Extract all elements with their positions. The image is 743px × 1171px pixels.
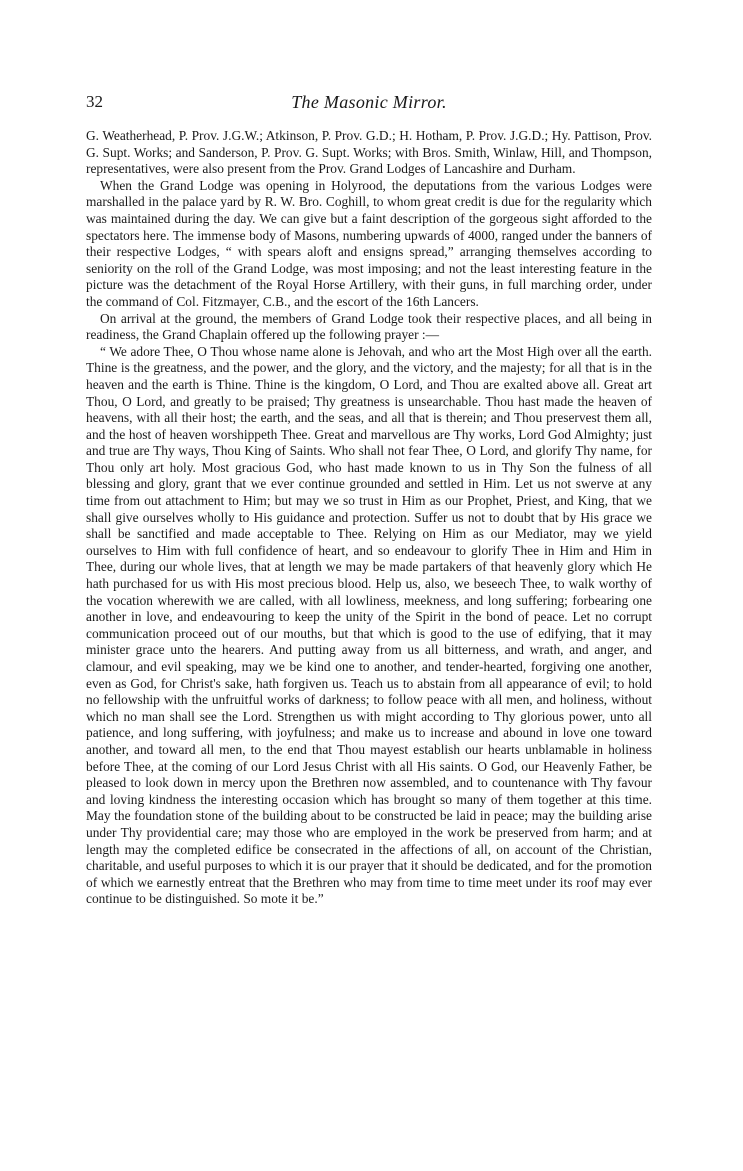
paragraph-procession: When the Grand Lodge was opening in Holyrood, the deputations from the various Lodges were marshalled in the palace yard by R. W. Bro. Coghill, to whom great credit is due for the regularity which was maintained during the day. We can give but a faint description of the gorgeous sight afforded to the spectators here. The immense body of Masons, numbering upwards of 4000, ranged under the banners of their respective Lodges, “ with spears aloft and ensigns spread,” arranging themselves according to seniority on the roll of the Grand Lodge, was most imposing; and not the least interesting feature in the picture was the detachment of the Royal Horse Artillery, with their guns, in full marching order, under the command of Col. Fitzmayer, C.B., and the escort of the 16th Lancers. <box>86 177 652 309</box>
page <box>86 92 652 908</box>
article-body <box>86 128 652 908</box>
paragraph-prayer: “ We adore Thee, O Thou whose name alone is Jehovah, and who art the Most High over all the earth. Thine is the greatness, and the power, and the glory, and the victory, and the majesty; for all that is in the heaven and the earth is Thine. Thine is the kingdom, O Lord, and Thou are exalted above all. Great art Thou, O Lord, and greatly to be praised; Thy greatness is unsearchable. Thou hast made the heaven of heavens, with all their host; the earth, and the seas, and all that is therein; and Thou preservest them all, and the host of heaven worshippeth Thee. Great and marvellous are Thy works, Lord God Almighty; just and true are Thy ways, Thou King of Saints. Who shall not fear Thee, O Lord, and glorify Thy name, for Thou only art holy. Most gracious God, who hast made known to us in Thy Son the fulness of all blessing and glory, grant that we ever continue grounded and settled in Him. Let us not swerve at any time from out attachment to Him; but may we so trust in Him as our Prophet, Priest, and King, that we shall give ourselves wholly to His guidance and protection. Suffer us not to doubt that by His grace we shall be sanctified and made acceptable to Thee. Relying on Him as our Mediator, may we yield ourselves to Him with full confidence of heart, and so endeavour to glorify Thee in Him and Him in Thee, during our whole lives, that at length we may be made partakers of that heavenly glory which He hath purchased for us with His most precious blood. Help us, also, we beseech Thee, to walk worthy of the vocation wherewith we are called, with all lowliness, meekness, and long suffering; forbearing one another in love, and endeavouring to keep the unity of the Spirit in the bond of peace. Let no corrupt communication proceed out of our mouths, but that which is good to the use of edifying, that it may minister grace unto the hearers. And putting away from us all bitterness, and wrath, and anger, and clamour, and evil speaking, may we be kind one to another, and tender-hearted, forgiving one another, even as God, for Christ's sake, hath forgiven us. Teach us to abstain from all appearance of evil; to hold no fellowship with the unfruitful works of darkness; to follow peace with all men, and holiness, without which no man shall see the Lord. Strengthen us with might according to Thy glorious power, unto all patience, and long suffering, with joyfulness; and make us to increase and abound in love one toward another, and toward all men, to the end that Thou mayest establish our hearts unblamable in holiness before Thee, at the coming of our Lord Jesus Christ with all His saints. O God, our Heavenly Father, be pleased to look down in mercy upon the Brethren now assembled, and to countenance with Thy favour and loving kindness the interesting occasion which has brought so many of them together at this time. May the foundation stone of the building about to be constructed be laid in peace; may the building arise under Thy providential care; may those who are employed in the work be preserved from harm; and at length may the completed edifice be consecrated in the affections of all, on account of the Christian, charitable, and useful purposes to which it is our prayer that it should be dedicated, and for the promotion of which we earnestly entreat that the Brethren who may from time to time meet under its roof may ever continue to be distinguished. So mote it be.” <box>86 343 652 907</box>
paragraph-attendees: G. Weatherhead, P. Prov. J.G.W.; Atkinson, P. Prov. G.D.; H. Hotham, P. Prov. J.G.D.; Hy. Pattison, Prov. G. Supt. Works; and Sanderson, P. Prov. G. Supt. Works; with Bros. Smith, Winlaw, Hill, and Thompson, representatives, were also present from the Prov. Grand Lodges of Lancashire and Durham. <box>86 128 652 177</box>
running-title: The Masonic Mirror. <box>291 92 447 112</box>
paragraph-arrival: On arrival at the ground, the members of Grand Lodge took their respective places, and all being in readiness, the Grand Chaplain offered up the following prayer :— <box>86 310 652 343</box>
page-header <box>86 92 652 118</box>
page-number: 32 <box>86 92 103 111</box>
